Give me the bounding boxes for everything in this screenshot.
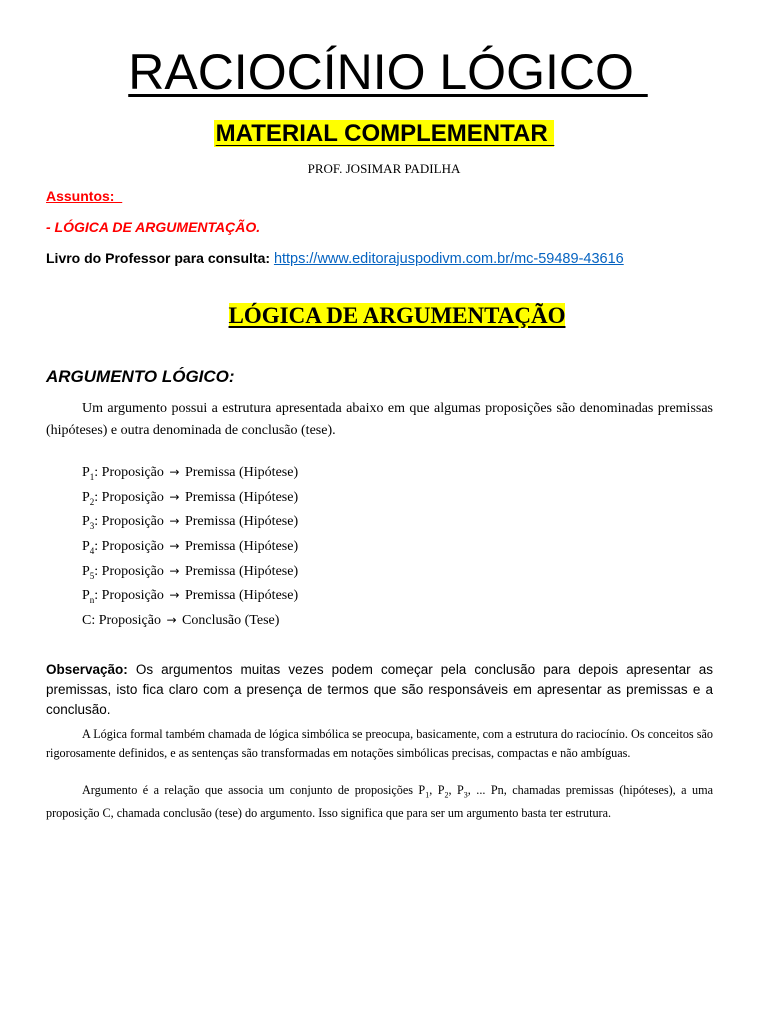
proposition-item: $P_2$: Proposição → Premissa (Hipótese) [82,489,299,507]
proposition-item: $P_3$: Proposição → Premissa (Hipótese) [82,514,299,532]
arrow-icon: → [169,539,180,554]
subjects-label: Assuntos: [46,188,123,204]
intro-paragraph: Um argumento possui a estrutura apresentada abaixo em que algumas proposições são denominadas premissas (hipóteses) e outra denominada de conclusão (tese). [46,401,713,438]
professor-name: PROF. JOSIMAR PADILHA [307,161,461,176]
proposition-item: $P_1$: Proposição → Premissa (Hipótese) [82,465,299,482]
subject-item: - LÓGICA DE ARGUMENTAÇÃO. [46,219,261,235]
proposition-item: $P_n$: Proposição → Premissa (Hipótese) [82,588,299,606]
arrow-icon: → [169,465,180,479]
document-title: RACIOCÍNIO LÓGICO [128,44,648,100]
arrow-icon: → [169,489,180,504]
formal-logic-paragraph: A Lógica formal também chamada de lógica simbólica se preocupa, basicamente, com a estrutura do raciocínio. Os conceitos são rigorosamente definidos, e as sentenças são transformadas em notações simbólicas precisas, compactas e não ambíguas. [46,727,713,760]
arrow-icon: → [169,563,180,578]
observation-label: Observação: [46,662,128,677]
proposition-item: $P_5$: Proposição → Premissa (Hipótese) [82,563,299,581]
argument-heading: ARGUMENTO LÓGICO: [46,367,235,386]
proposition-item: $P_4$: Proposição → Premissa (Hipótese) [82,539,299,556]
section-title: LÓGICA DE ARGUMENTAÇÃO [228,303,566,328]
book-link[interactable]: https://www.editorajuspodivm.com.br/mc-59489-43616 [273,251,624,267]
book-label: Livro do Professor para consulta: [46,250,274,266]
observation-paragraph [46,660,713,720]
argument-definition-paragraph: Argumento é a relação que associa um conjunto de proposições $P_1$, $P_2$, $P_3$, ... Pn, chamadas premissas (hipóteses), a uma proposição C, chamada conclusão (tese) do argumento. Isso significa que para ser um argumento basta ter estrutura. [46,783,714,821]
book-reference [46,248,624,269]
arrow-icon: → [169,588,180,603]
observation-text: Os argumentos muitas vezes podem começar pela conclusão para depois apresentar as premissas, isto fica claro com a presença de termos que são responsáveis em apresentar as premissas e a conclusão. [46,662,713,717]
document-subtitle: MATERIAL COMPLEMENTAR [215,120,555,147]
arrow-icon: → [169,514,180,529]
conclusion-item: C: Proposição → Conclusão (Tese) [82,613,280,629]
proposition-list [82,461,298,634]
arrow-icon: → [166,613,177,628]
